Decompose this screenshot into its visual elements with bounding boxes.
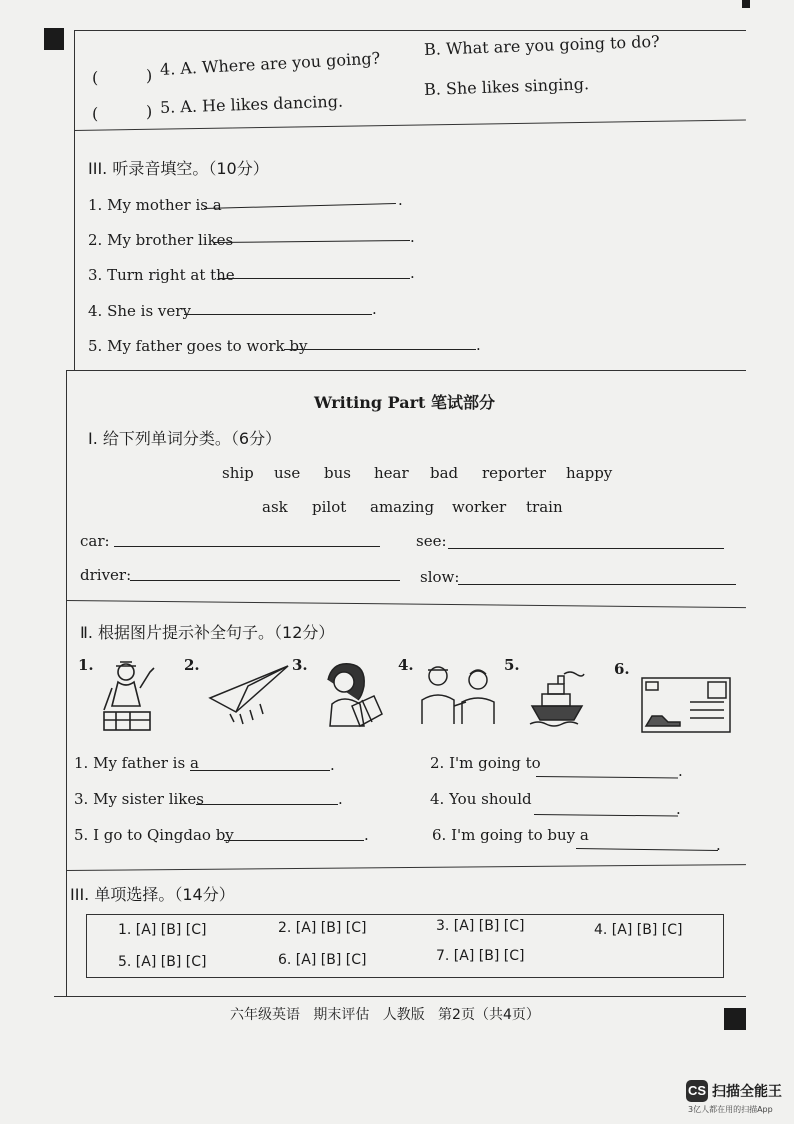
writing-part-title: Writing Part 笔试部分 — [314, 393, 495, 412]
word-train: train — [526, 498, 563, 516]
word-happy: happy — [566, 464, 613, 482]
section2-title: Ⅱ. 根据图片提示补全句子。（12分） — [80, 623, 335, 642]
sentence-4-end: . — [676, 800, 681, 818]
listen-item-4: 4. She is very — [88, 302, 191, 320]
pic-number-5: 5. — [504, 656, 520, 674]
sentence-6-blank[interactable] — [576, 848, 718, 851]
worker-illustration — [96, 656, 160, 734]
listen-blank-3[interactable] — [218, 278, 410, 279]
sentence-3: 3. My sister likes — [74, 790, 204, 808]
word-ask: ask — [262, 498, 288, 516]
answer-1[interactable]: 1. [A] [B] [C] — [118, 922, 207, 938]
word-reporter: reporter — [482, 464, 546, 482]
corner-mark-bottom-right — [724, 1008, 746, 1030]
listen-blank-1[interactable] — [204, 203, 396, 209]
divider-4 — [66, 864, 746, 871]
q5-close-paren: ) — [146, 102, 153, 121]
sentence-2-end: . — [678, 762, 683, 780]
category-slow: slow: — [420, 568, 460, 586]
category-car: car: — [80, 532, 110, 550]
answer-2[interactable]: 2. [A] [B] [C] — [278, 920, 367, 936]
q4-option-b: B. What are you going to do? — [423, 31, 660, 59]
category-driver: driver: — [80, 566, 132, 584]
sentence-6-end: . — [716, 836, 721, 854]
divider-2 — [66, 370, 746, 371]
sentence-6: 6. I'm going to buy a — [432, 826, 589, 844]
postcard-illustration — [640, 676, 732, 734]
sentence-3-end: . — [338, 790, 343, 808]
listen-item-3: 3. Turn right at the — [88, 266, 235, 284]
camscanner-tagline: 3亿人都在用的扫描App — [688, 1105, 773, 1114]
category-slow-blank[interactable] — [458, 584, 736, 585]
answer-7[interactable]: 7. [A] [B] [C] — [436, 948, 525, 964]
word-bus: bus — [324, 464, 351, 482]
q4-close-paren: ) — [146, 66, 153, 85]
sentence-2: 2. I'm going to — [430, 754, 541, 772]
sentence-5: 5. I go to Qingdao by — [74, 826, 234, 844]
paper-plane-illustration — [208, 662, 292, 726]
sentence-2-blank[interactable] — [536, 776, 678, 778]
answer-4[interactable]: 4. [A] [B] [C] — [594, 922, 683, 938]
pic-number-6: 6. — [614, 660, 630, 678]
section3-choice-title: III. 单项选择。（14分） — [70, 885, 235, 904]
word-hear: hear — [374, 464, 409, 482]
girl-reading-illustration — [318, 660, 384, 730]
frame-left-border — [74, 30, 75, 370]
q4-option-a: 4. A. Where are you going? — [159, 48, 381, 79]
listen-blank-4[interactable] — [184, 314, 372, 315]
answer-5[interactable]: 5. [A] [B] [C] — [118, 954, 207, 970]
listen-end-4: . — [372, 300, 377, 318]
sentence-1: 1. My father is a — [74, 754, 199, 772]
bottom-border — [54, 996, 746, 997]
category-see-blank[interactable] — [448, 548, 724, 549]
word-worker: worker — [452, 498, 507, 516]
word-ship: ship — [222, 464, 254, 482]
q5-option-a: 5. A. He likes dancing. — [159, 91, 344, 117]
section1-title: Ⅰ. 给下列单词分类。（6分） — [88, 429, 282, 448]
divider-1 — [74, 119, 746, 131]
camscanner-app-name: 扫描全能王 — [712, 1084, 782, 1100]
q4-open-paren: ( — [92, 68, 99, 87]
category-see: see: — [416, 532, 447, 550]
sentence-5-end: . — [364, 826, 369, 844]
listen-item-1: 1. My mother is a — [88, 196, 222, 214]
frame-left-border-lower — [66, 370, 67, 996]
divider-3 — [66, 600, 746, 608]
listen-end-5: . — [476, 336, 481, 354]
top-border — [74, 30, 746, 31]
listen-item-2: 2. My brother likes — [88, 231, 234, 249]
listen-end-1: . — [398, 191, 403, 209]
corner-mark-top-left — [44, 28, 64, 50]
pic-number-4: 4. — [398, 656, 414, 674]
sentence-1-blank[interactable] — [190, 770, 330, 771]
word-use: use — [274, 464, 301, 482]
ship-illustration — [528, 668, 586, 728]
listen-blank-5[interactable] — [284, 349, 476, 350]
word-amazing: amazing — [370, 498, 435, 516]
sentence-5-blank[interactable] — [224, 840, 364, 841]
section3-listen-title: III. 听录音填空。（10分） — [88, 159, 269, 178]
listen-end-2: . — [410, 228, 415, 246]
sentence-4: 4. You should — [430, 790, 532, 808]
answer-6[interactable]: 6. [A] [B] [C] — [278, 952, 367, 968]
category-driver-blank[interactable] — [130, 580, 400, 581]
sentence-1-end: . — [330, 756, 335, 774]
word-pilot: pilot — [312, 498, 347, 516]
doctor-patient-illustration — [418, 662, 500, 728]
pic-number-2: 2. — [184, 656, 200, 674]
listen-end-3: . — [410, 264, 415, 282]
page-footer: 六年级英语 期末评估 人教版 第2页（共4页） — [230, 1007, 540, 1023]
q5-open-paren: ( — [92, 104, 99, 123]
listen-item-5: 5. My father goes to work by — [88, 337, 308, 355]
sentence-3-blank[interactable] — [196, 804, 338, 805]
camscanner-logo: CS — [686, 1080, 708, 1102]
listen-blank-2[interactable] — [214, 240, 410, 243]
q5-option-b: B. She likes singing. — [423, 74, 590, 99]
answer-3[interactable]: 3. [A] [B] [C] — [436, 918, 525, 934]
category-car-blank[interactable] — [114, 546, 380, 547]
word-bad: bad — [430, 464, 459, 482]
corner-mark-top-right — [742, 0, 750, 8]
sentence-4-blank[interactable] — [534, 814, 678, 817]
pic-number-3: 3. — [292, 656, 308, 674]
pic-number-1: 1. — [78, 656, 94, 674]
